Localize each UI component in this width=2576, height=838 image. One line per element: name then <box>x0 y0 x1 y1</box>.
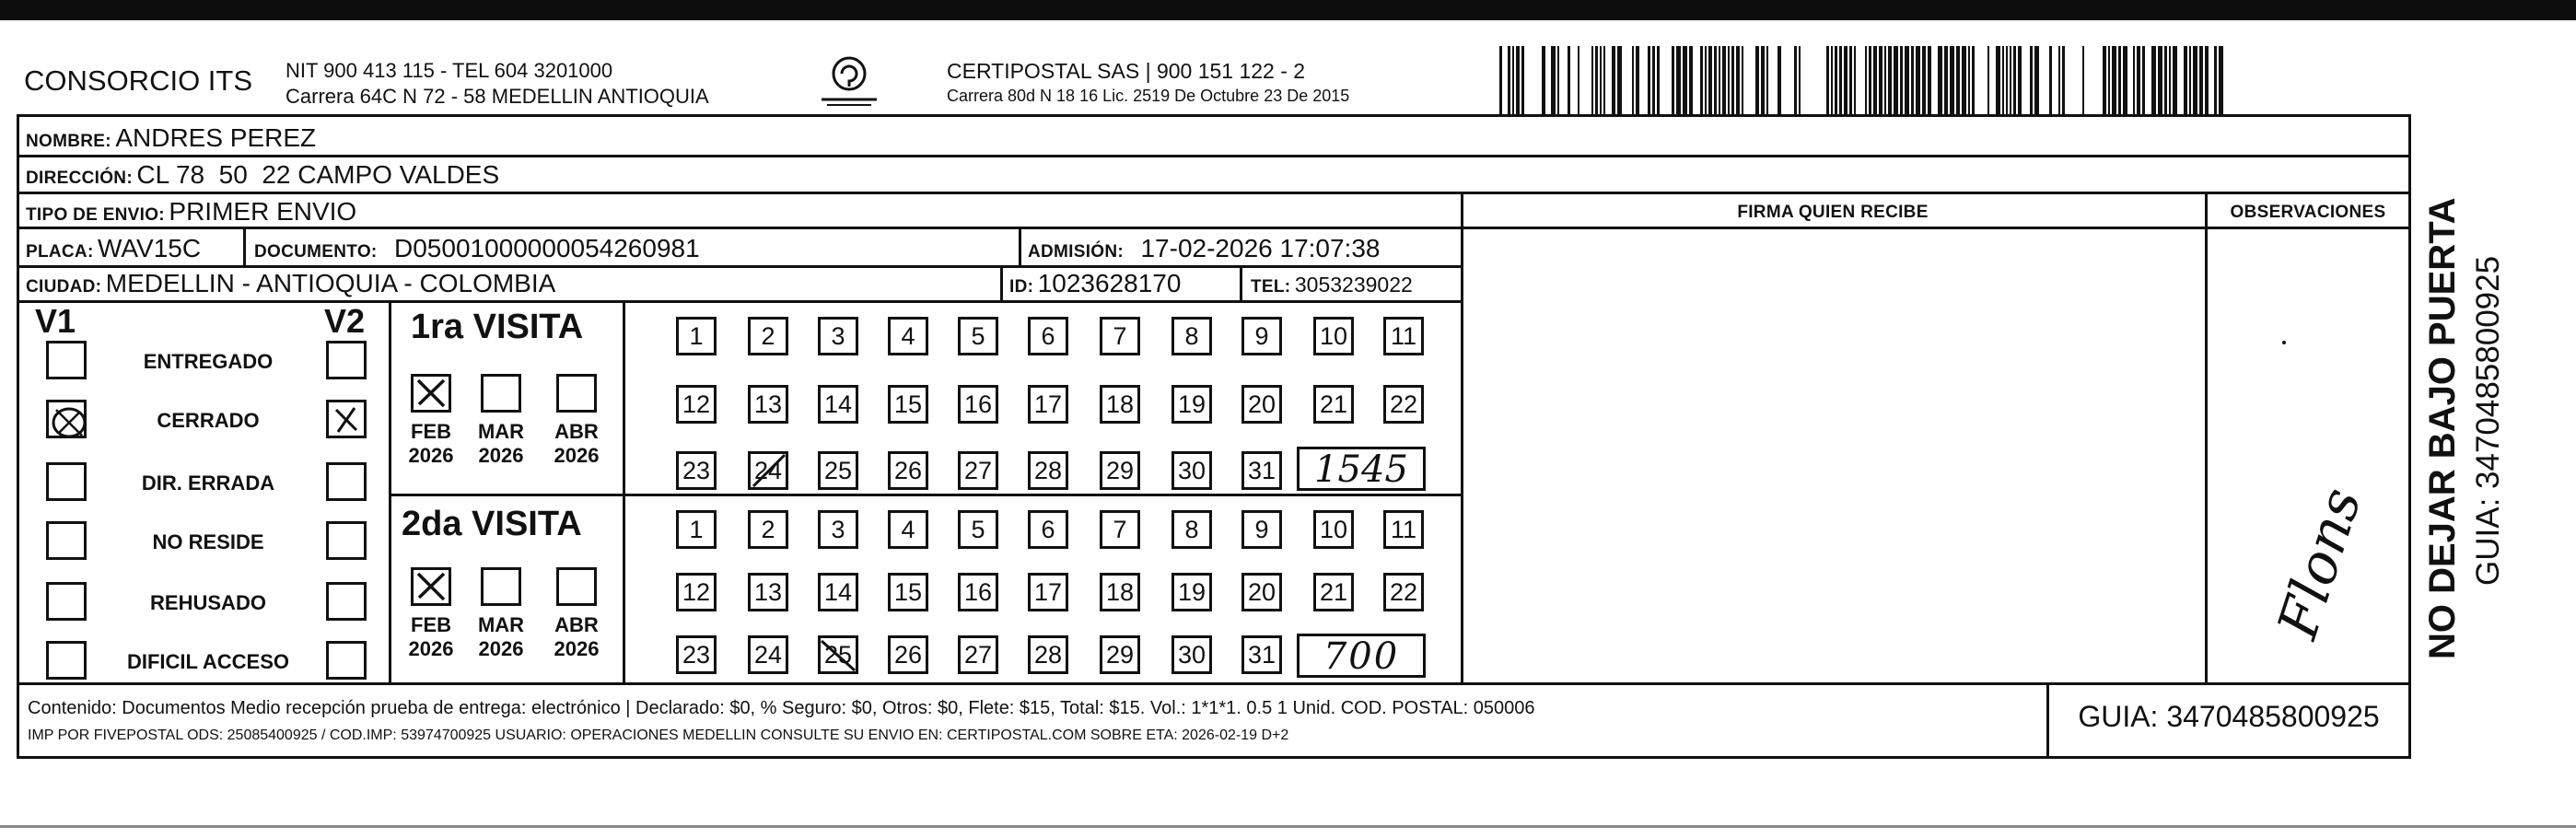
day-number: 10 <box>1319 322 1348 350</box>
do-not-leave-under-door-warning: NO DEJAR BAJO PUERTA <box>2422 197 2463 659</box>
day-number: 21 <box>1319 390 1348 418</box>
day-box[interactable] <box>1100 451 1140 490</box>
v1-status-checkbox[interactable] <box>46 341 87 379</box>
day-box[interactable] <box>676 451 717 490</box>
month-checkbox[interactable] <box>481 374 521 413</box>
first-visit-time-box[interactable] <box>1297 447 1426 491</box>
day-box[interactable] <box>676 573 717 611</box>
shipment-type-label: TIPO DE ENVIO: <box>26 205 165 225</box>
month-label <box>403 420 459 468</box>
courier-license: Carrera 80d N 18 16 Lic. 2519 De Octubre 23 De 2015 <box>947 87 1350 105</box>
month-checkbox[interactable] <box>556 374 597 413</box>
certipostal-logo <box>816 53 882 111</box>
ink-dot <box>2282 341 2286 344</box>
day-box[interactable] <box>958 317 998 355</box>
row-divider <box>17 227 1463 229</box>
tel-field <box>1251 273 1413 297</box>
v1-header: V1 <box>35 302 76 340</box>
day-box[interactable] <box>888 317 928 355</box>
v1-status-checkbox[interactable] <box>46 462 87 501</box>
month-name: FEB <box>411 613 451 636</box>
status-label: DIFICIL ACCESO <box>126 650 289 673</box>
day-box[interactable] <box>958 635 998 674</box>
day-box[interactable] <box>1171 385 1212 424</box>
day-number: 19 <box>1177 390 1206 418</box>
signature-area[interactable] <box>1461 230 2205 685</box>
second-visit-time: 700 <box>1323 635 1400 678</box>
address-field <box>26 160 499 190</box>
city-field <box>26 269 555 298</box>
day-number: 23 <box>682 641 711 669</box>
day-number: 14 <box>823 390 853 418</box>
day-box[interactable] <box>1028 317 1068 355</box>
city-value: MEDELLIN - ANTIOQUIA - COLOMBIA <box>105 269 556 297</box>
day-box[interactable] <box>1171 510 1212 549</box>
day-number: 20 <box>1247 578 1276 606</box>
day-box[interactable] <box>888 385 928 424</box>
day-number: 18 <box>1105 390 1135 418</box>
day-cross-mark-icon <box>748 451 788 498</box>
day-number: 29 <box>1105 641 1135 669</box>
day-number: 30 <box>1177 641 1206 669</box>
document-value: D05001000000054260981 <box>394 234 700 262</box>
month-name: ABR <box>554 420 599 443</box>
v2-status-checkbox[interactable] <box>326 582 367 621</box>
day-box[interactable] <box>1028 510 1068 549</box>
month-label <box>473 613 529 661</box>
day-number: 21 <box>1319 578 1348 606</box>
day-number: 16 <box>963 578 993 606</box>
observations-area[interactable] <box>2205 230 2411 685</box>
second-visit-time-box[interactable] <box>1297 634 1426 678</box>
day-number: 27 <box>963 641 993 669</box>
day-number: 19 <box>1177 578 1206 606</box>
day-number: 24 <box>753 641 783 669</box>
day-number: 24 <box>753 457 783 484</box>
v2-status-checkbox[interactable] <box>326 400 367 438</box>
day-box[interactable] <box>748 510 788 549</box>
day-box[interactable] <box>958 451 998 490</box>
day-box[interactable] <box>676 635 717 674</box>
signature-header: FIRMA QUIEN RECIBE <box>1737 203 1929 222</box>
day-number: 26 <box>893 457 923 484</box>
status-label: REHUSADO <box>150 591 266 614</box>
day-number: 8 <box>1184 516 1199 543</box>
company-address: Carrera 64C N 72 - 58 MEDELLIN ANTIOQUIA <box>286 85 709 108</box>
footer-guide-number: GUIA: 3470485800925 <box>2078 700 2380 733</box>
day-box[interactable] <box>958 573 998 611</box>
day-number: 27 <box>963 457 993 484</box>
status-label: ENTREGADO <box>143 350 274 373</box>
v2-status-checkbox[interactable] <box>326 521 367 560</box>
company-nit: NIT 900 413 115 - TEL 604 3201000 <box>286 59 613 82</box>
month-year: 2026 <box>554 637 600 660</box>
day-box[interactable] <box>676 510 717 549</box>
day-number: 2 <box>761 322 775 350</box>
day-box[interactable] <box>888 635 928 674</box>
v2-status-checkbox[interactable] <box>326 641 367 680</box>
row-divider <box>17 265 1463 268</box>
day-number: 5 <box>971 516 985 543</box>
day-number: 15 <box>893 578 923 606</box>
address-value: CL 78 50 22 CAMPO VALDES <box>136 160 500 189</box>
day-number: 17 <box>1033 578 1063 606</box>
plate-value: WAV15C <box>98 234 202 262</box>
day-box[interactable] <box>1100 510 1140 549</box>
day-box[interactable] <box>1028 385 1068 424</box>
contents-line: Contenido: Documentos Medio recepción prueba de entrega: electrónico | Declarado: $0, % Seguro: $0, Otros: $0, Flete: $15, Total: $15. Vol.: 1*1*1. 0.5 1 Unid. COD. POSTAL: 050006 <box>28 698 1535 718</box>
day-number: 23 <box>682 457 711 484</box>
address-label: DIRECCIÓN: <box>26 169 133 188</box>
visit-column-border <box>389 300 391 685</box>
day-box[interactable] <box>1171 573 1212 611</box>
month-year: 2026 <box>478 637 524 660</box>
day-box[interactable] <box>1383 510 1424 549</box>
name-field <box>26 123 316 153</box>
v2-status-checkbox[interactable] <box>326 341 367 379</box>
day-number: 2 <box>761 516 775 543</box>
status-label: NO RESIDE <box>152 530 264 553</box>
day-number: 16 <box>963 390 993 418</box>
cell-divider <box>1240 265 1242 300</box>
observations-header: OBSERVACIONES <box>2230 203 2386 222</box>
shipment-type-value: PRIMER ENVIO <box>169 197 357 226</box>
day-number: 22 <box>1389 390 1418 418</box>
plate-field <box>26 234 201 263</box>
calendar-column-border <box>623 300 625 685</box>
day-box[interactable] <box>888 451 928 490</box>
day-number: 10 <box>1319 516 1348 543</box>
day-box[interactable] <box>748 451 788 490</box>
v1-status-checkbox[interactable] <box>46 400 87 438</box>
day-box[interactable] <box>748 385 788 424</box>
month-label <box>403 613 459 661</box>
day-box[interactable] <box>748 573 788 611</box>
day-number: 14 <box>823 578 853 606</box>
month-label <box>549 420 604 468</box>
day-number: 31 <box>1247 641 1276 669</box>
day-number: 29 <box>1105 457 1135 484</box>
day-box[interactable] <box>1241 573 1282 611</box>
v1-status-checkbox[interactable] <box>46 641 87 680</box>
day-box[interactable] <box>818 510 858 549</box>
day-number: 22 <box>1389 578 1418 606</box>
day-box[interactable] <box>1100 573 1140 611</box>
row-divider <box>17 192 2411 194</box>
courier-name: CERTIPOSTAL SAS | 900 151 122 - 2 <box>947 59 1306 83</box>
status-label: DIR. ERRADA <box>141 471 275 495</box>
month-label <box>549 613 604 661</box>
day-number: 25 <box>823 641 853 669</box>
month-checkbox[interactable] <box>411 374 451 413</box>
day-number: 5 <box>971 322 985 350</box>
day-box[interactable] <box>748 635 788 674</box>
day-number: 7 <box>1113 322 1127 350</box>
month-name: FEB <box>411 420 451 443</box>
day-box[interactable] <box>1383 385 1424 424</box>
day-box[interactable] <box>1171 317 1212 355</box>
day-number: 6 <box>1041 516 1055 543</box>
day-box[interactable] <box>1313 510 1354 549</box>
document-field <box>254 234 700 263</box>
day-number: 4 <box>901 516 915 543</box>
name-label: NOMBRE: <box>26 132 111 151</box>
day-box[interactable] <box>818 635 858 674</box>
v2-status-checkbox[interactable] <box>326 462 367 501</box>
document-label: DOCUMENTO: <box>254 242 378 262</box>
v1-status-checkbox[interactable] <box>46 582 87 621</box>
day-box[interactable] <box>1241 385 1282 424</box>
first-visit-title: 1ra VISITA <box>411 308 584 346</box>
day-number: 3 <box>831 516 845 543</box>
day-box[interactable] <box>1241 451 1282 490</box>
tel-label: TEL: <box>1251 277 1291 297</box>
name-value: ANDRES PEREZ <box>115 123 317 152</box>
day-box[interactable] <box>1100 317 1140 355</box>
day-number: 1 <box>689 322 704 350</box>
day-number: 1 <box>689 516 704 543</box>
city-label: CIUDAD: <box>26 277 102 297</box>
day-number: 13 <box>753 578 783 606</box>
v2-header: V2 <box>324 302 366 340</box>
shipment-type-field <box>26 197 356 227</box>
day-box[interactable] <box>1100 385 1140 424</box>
row-divider <box>17 155 2411 157</box>
day-box[interactable] <box>1313 317 1354 355</box>
day-number: 13 <box>753 390 783 418</box>
day-box[interactable] <box>1383 317 1424 355</box>
day-box[interactable] <box>888 573 928 611</box>
cell-divider <box>243 227 246 265</box>
day-box[interactable] <box>1028 573 1068 611</box>
day-box[interactable] <box>1241 510 1282 549</box>
day-box[interactable] <box>676 385 717 424</box>
printing-info-line: IMP POR FIVEPOSTAL ODS: 25085400925 / COD.IMP: 53974700925 USUARIO: OPERACIONES MEDELLIN CONSULTE SU ENVIO EN: CERTIPOSTAL.COM SOBRE ETA: 2026-02-19 D+2 <box>28 727 1289 743</box>
first-visit-time: 1545 <box>1314 448 1408 491</box>
scan-bottom-edge <box>0 825 2576 828</box>
day-box[interactable] <box>1241 317 1282 355</box>
day-box[interactable] <box>818 573 858 611</box>
scan-edge-band <box>0 0 2576 20</box>
id-label: ID: <box>1009 277 1034 297</box>
side-guide-number: GUIA: 3470485800925 <box>2470 255 2506 586</box>
day-box[interactable] <box>1313 385 1354 424</box>
status-label: CERRADO <box>157 409 260 432</box>
month-name: MAR <box>477 613 525 636</box>
circled-x-mark-icon <box>49 402 89 441</box>
day-number: 17 <box>1033 390 1063 418</box>
day-number: 12 <box>682 578 711 606</box>
day-number: 9 <box>1254 322 1269 350</box>
day-number: 12 <box>682 390 711 418</box>
day-number: 3 <box>831 322 845 350</box>
handwritten-signature: Flons <box>2266 480 2374 646</box>
day-number: 7 <box>1113 516 1127 543</box>
day-box[interactable] <box>818 385 858 424</box>
month-name: MAR <box>477 420 525 443</box>
plate-label: PLACA: <box>26 242 94 262</box>
month-year: 2026 <box>408 444 454 467</box>
day-number: 28 <box>1033 641 1063 669</box>
admission-value: 17-02-2026 17:07:38 <box>1140 234 1381 262</box>
day-number: 20 <box>1247 390 1276 418</box>
day-number: 4 <box>901 322 915 350</box>
column-header-divider <box>1461 227 2411 229</box>
day-box[interactable] <box>1100 635 1140 674</box>
cell-divider <box>1000 265 1003 300</box>
cell-divider <box>1019 227 1021 265</box>
day-number: 30 <box>1177 457 1206 484</box>
day-box[interactable] <box>1383 573 1424 611</box>
company-name: CONSORCIO ITS <box>24 64 253 97</box>
day-box[interactable] <box>1028 451 1068 490</box>
day-number: 25 <box>823 457 853 484</box>
day-box[interactable] <box>748 317 788 355</box>
month-label <box>473 420 529 468</box>
day-box[interactable] <box>676 317 717 355</box>
day-number: 15 <box>893 390 923 418</box>
day-box[interactable] <box>958 385 998 424</box>
day-box[interactable] <box>888 510 928 549</box>
day-number: 26 <box>893 641 923 669</box>
day-number: 11 <box>1390 516 1417 543</box>
day-box[interactable] <box>958 510 998 549</box>
id-field <box>1009 269 1181 298</box>
day-number: 11 <box>1390 322 1417 350</box>
day-number: 28 <box>1033 457 1063 484</box>
month-checkbox[interactable] <box>411 567 451 606</box>
month-year: 2026 <box>408 637 454 660</box>
day-box[interactable] <box>818 451 858 490</box>
day-box[interactable] <box>1171 635 1212 674</box>
admission-label: ADMISIÓN: <box>1028 242 1125 262</box>
tel-value: 3053239022 <box>1294 273 1413 297</box>
v1-status-checkbox[interactable] <box>46 521 87 560</box>
second-visit-title: 2da VISITA <box>402 505 582 543</box>
row-divider <box>17 300 1463 303</box>
month-name: ABR <box>554 613 599 636</box>
day-box[interactable] <box>1241 635 1282 674</box>
month-checkbox[interactable] <box>556 567 597 606</box>
barcode <box>1499 46 2229 115</box>
day-cross-mark-icon <box>818 635 858 682</box>
day-box[interactable] <box>1313 573 1354 611</box>
month-year: 2026 <box>554 444 600 467</box>
month-year: 2026 <box>478 444 524 467</box>
day-box[interactable] <box>1028 635 1068 674</box>
day-number: 18 <box>1105 578 1135 606</box>
day-box[interactable] <box>818 317 858 355</box>
id-value: 1023628170 <box>1037 269 1182 297</box>
visit-divider <box>389 494 1463 496</box>
month-checkbox[interactable] <box>481 567 521 606</box>
day-number: 9 <box>1254 516 1269 543</box>
admission-field <box>1028 234 1380 263</box>
x-mark-icon <box>329 402 364 436</box>
day-number: 6 <box>1041 322 1055 350</box>
day-number: 31 <box>1247 457 1276 484</box>
day-number: 8 <box>1184 322 1199 350</box>
day-box[interactable] <box>1171 451 1212 490</box>
